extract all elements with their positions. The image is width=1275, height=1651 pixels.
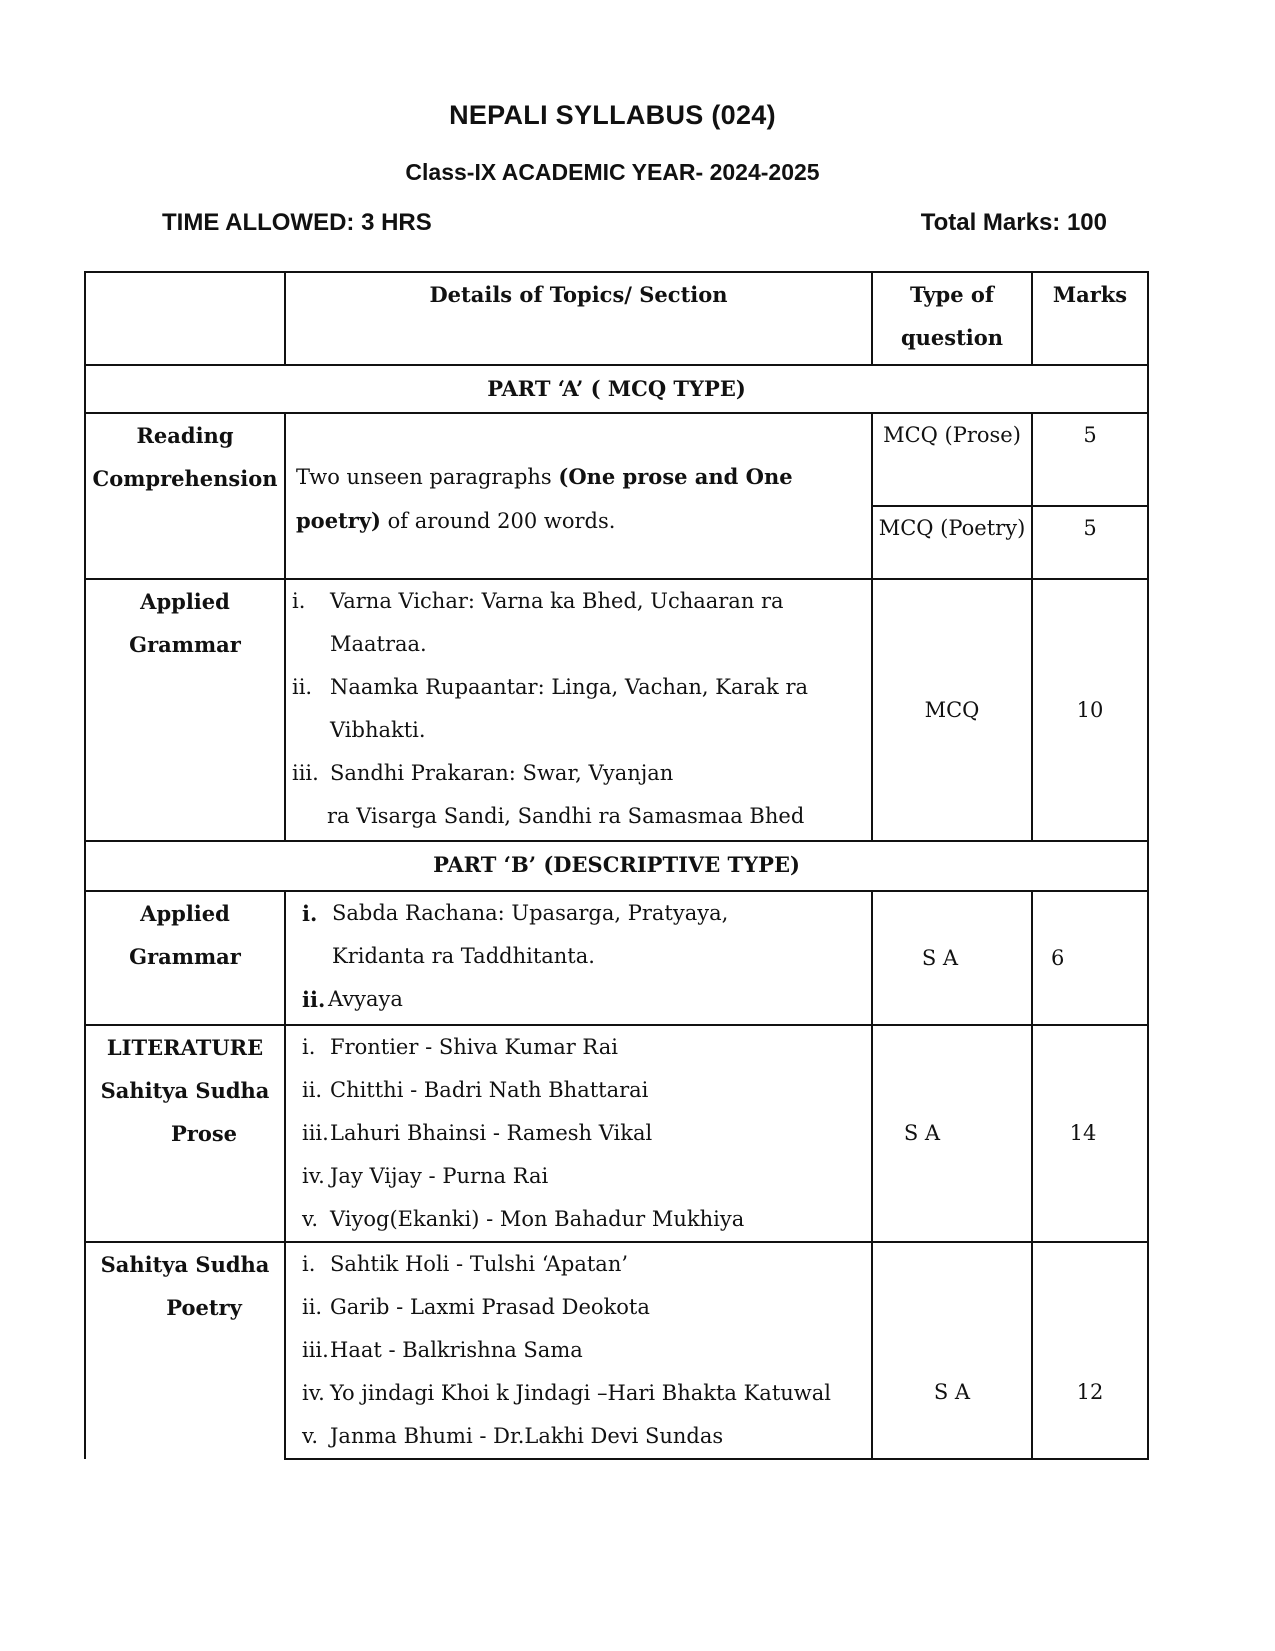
reading-description [285, 413, 872, 579]
reading-marks-poetry: 5 [1032, 506, 1148, 579]
grammar-b-category-line2: Grammar [129, 944, 241, 969]
item-number: v. [302, 1424, 319, 1448]
grammar-b-type: S A [872, 891, 1032, 1025]
item-text: Chitthi - Badri Nath Bhattarai [330, 1078, 649, 1102]
item-text-cont: ra Visarga Sandi, Sandhi ra Samasmaa Bhed [327, 804, 805, 828]
list-item [302, 892, 871, 978]
item-number: i. [302, 1035, 316, 1059]
reading-desc-bold1: (One prose and One [558, 464, 793, 489]
list-item [302, 1198, 871, 1241]
list-item [302, 1329, 871, 1372]
poetry-topics [285, 1242, 872, 1459]
part-a-heading: PART ‘A’ ( MCQ TYPE) [85, 365, 1148, 413]
item-text: Varna Vichar: Varna ka Bhed, Uchaaran ra [330, 589, 784, 613]
list-item [292, 666, 871, 752]
item-number: iv. [302, 1381, 325, 1405]
item-number: ii. [302, 1078, 323, 1102]
grammar-a-category [85, 579, 285, 841]
poetry-row [85, 1242, 1148, 1459]
page-subtitle: Class-IX ACADEMIC YEAR- 2024-2025 [405, 159, 820, 185]
header-type: Type of question [872, 272, 1032, 365]
prose-category [85, 1025, 285, 1242]
grammar-b-category-line1: Applied [140, 901, 230, 926]
grammar-b-topics [285, 891, 872, 1025]
item-text: Jay Vijay - Purna Rai [330, 1164, 549, 1188]
grammar-a-type: MCQ [872, 579, 1032, 841]
item-number: iii. [302, 1121, 329, 1145]
part-b-row [85, 841, 1148, 891]
part-a-row [85, 365, 1148, 413]
grammar-b-row [85, 891, 1148, 1025]
grammar-a-topics [285, 579, 872, 841]
poetry-category [85, 1242, 285, 1459]
reading-desc-plain1: Two unseen paragraphs [296, 465, 559, 489]
item-number: i. [292, 589, 306, 613]
item-number: ii. [292, 675, 313, 699]
item-number: ii. [302, 1295, 323, 1319]
item-text: Lahuri Bhainsi - Ramesh Vikal [330, 1121, 653, 1145]
header-details: Details of Topics/ Section [285, 272, 872, 365]
reading-marks-prose: 5 [1032, 413, 1148, 506]
prose-category-line2: Sahitya Sudha [100, 1078, 270, 1103]
grammar-b-category [85, 891, 285, 1025]
syllabus-table [84, 271, 1149, 1460]
item-text: Naamka Rupaantar: Linga, Vachan, Karak ra [330, 675, 809, 699]
item-text-cont: Maatraa. [330, 632, 427, 656]
poetry-marks: 12 [1032, 1242, 1148, 1459]
list-item [302, 1069, 871, 1112]
list-item [302, 1286, 871, 1329]
list-item [292, 752, 871, 838]
poetry-category-line2: Poetry [166, 1295, 242, 1320]
grammar-a-category-line2: Grammar [129, 632, 241, 657]
list-item [302, 1372, 871, 1415]
item-number: iv. [302, 1164, 325, 1188]
reading-type-prose: MCQ (Prose) [872, 413, 1032, 506]
list-item [302, 1026, 871, 1069]
item-number: iii. [302, 1338, 329, 1362]
item-text: Viyog(Ekanki) - Mon Bahadur Mukhiya [330, 1207, 745, 1231]
prose-type: S A [872, 1025, 1032, 1242]
prose-marks: 14 [1032, 1025, 1148, 1242]
page-title: NEPALI SYLLABUS (024) [449, 100, 776, 130]
item-text: Sahtik Holi - Tulshi ‘Apatan’ [330, 1252, 629, 1276]
time-allowed: TIME ALLOWED: 3 HRS [162, 209, 432, 236]
reading-desc-plain2: of around 200 words. [380, 509, 616, 533]
table-header-row [85, 272, 1148, 365]
item-text: Sabda Rachana: Upasarga, Pratyaya, [332, 901, 729, 925]
total-marks: Total Marks: 100 [920, 209, 1107, 236]
item-text-cont: Kridanta ra Taddhitanta. [332, 944, 595, 968]
list-item [302, 978, 871, 1021]
reading-type-poetry: MCQ (Poetry) [872, 506, 1032, 579]
poetry-type: S A [872, 1242, 1032, 1459]
header-empty-cell [85, 272, 285, 365]
grammar-a-marks: 10 [1032, 579, 1148, 841]
item-number: i. [302, 901, 318, 926]
prose-category-line1: LITERATURE [106, 1035, 264, 1060]
prose-row [85, 1025, 1148, 1242]
item-text-cont: Vibhakti. [330, 718, 426, 742]
reading-category-line1: Reading [136, 423, 234, 448]
reading-category [85, 413, 285, 579]
item-text: Avyaya [328, 987, 403, 1011]
item-number: i. [302, 1252, 316, 1276]
grammar-b-marks: 6 [1032, 891, 1148, 1025]
list-item [302, 1415, 871, 1458]
list-item [292, 580, 871, 666]
list-item [302, 1112, 871, 1155]
grammar-a-category-line1: Applied [140, 589, 230, 614]
item-text: Janma Bhumi - Dr.Lakhi Devi Sundas [330, 1424, 724, 1448]
item-number: v. [302, 1207, 319, 1231]
reading-category-line2: Comprehension [92, 466, 278, 491]
part-b-heading: PART ‘B’ (DESCRIPTIVE TYPE) [85, 841, 1148, 891]
item-text: Sandhi Prakaran: Swar, Vyanjan [330, 761, 674, 785]
item-text: Frontier - Shiva Kumar Rai [330, 1035, 618, 1059]
list-item [302, 1243, 871, 1286]
prose-topics [285, 1025, 872, 1242]
item-text: Garib - Laxmi Prasad Deokota [330, 1295, 650, 1319]
item-text: Haat - Balkrishna Sama [330, 1338, 583, 1362]
prose-category-line3: Prose [170, 1121, 238, 1146]
item-text: Yo jindagi Khoi k Jindagi –Hari Bhakta Katuwal [330, 1381, 831, 1405]
reading-desc-bold2: poetry) [296, 508, 381, 533]
item-number: iii. [292, 761, 319, 785]
grammar-a-row [85, 579, 1148, 841]
item-number: ii. [302, 987, 326, 1012]
poetry-category-line1: Sahitya Sudha [100, 1252, 270, 1277]
list-item [302, 1155, 871, 1198]
reading-row-1 [85, 413, 1148, 506]
header-marks: Marks [1032, 272, 1148, 365]
